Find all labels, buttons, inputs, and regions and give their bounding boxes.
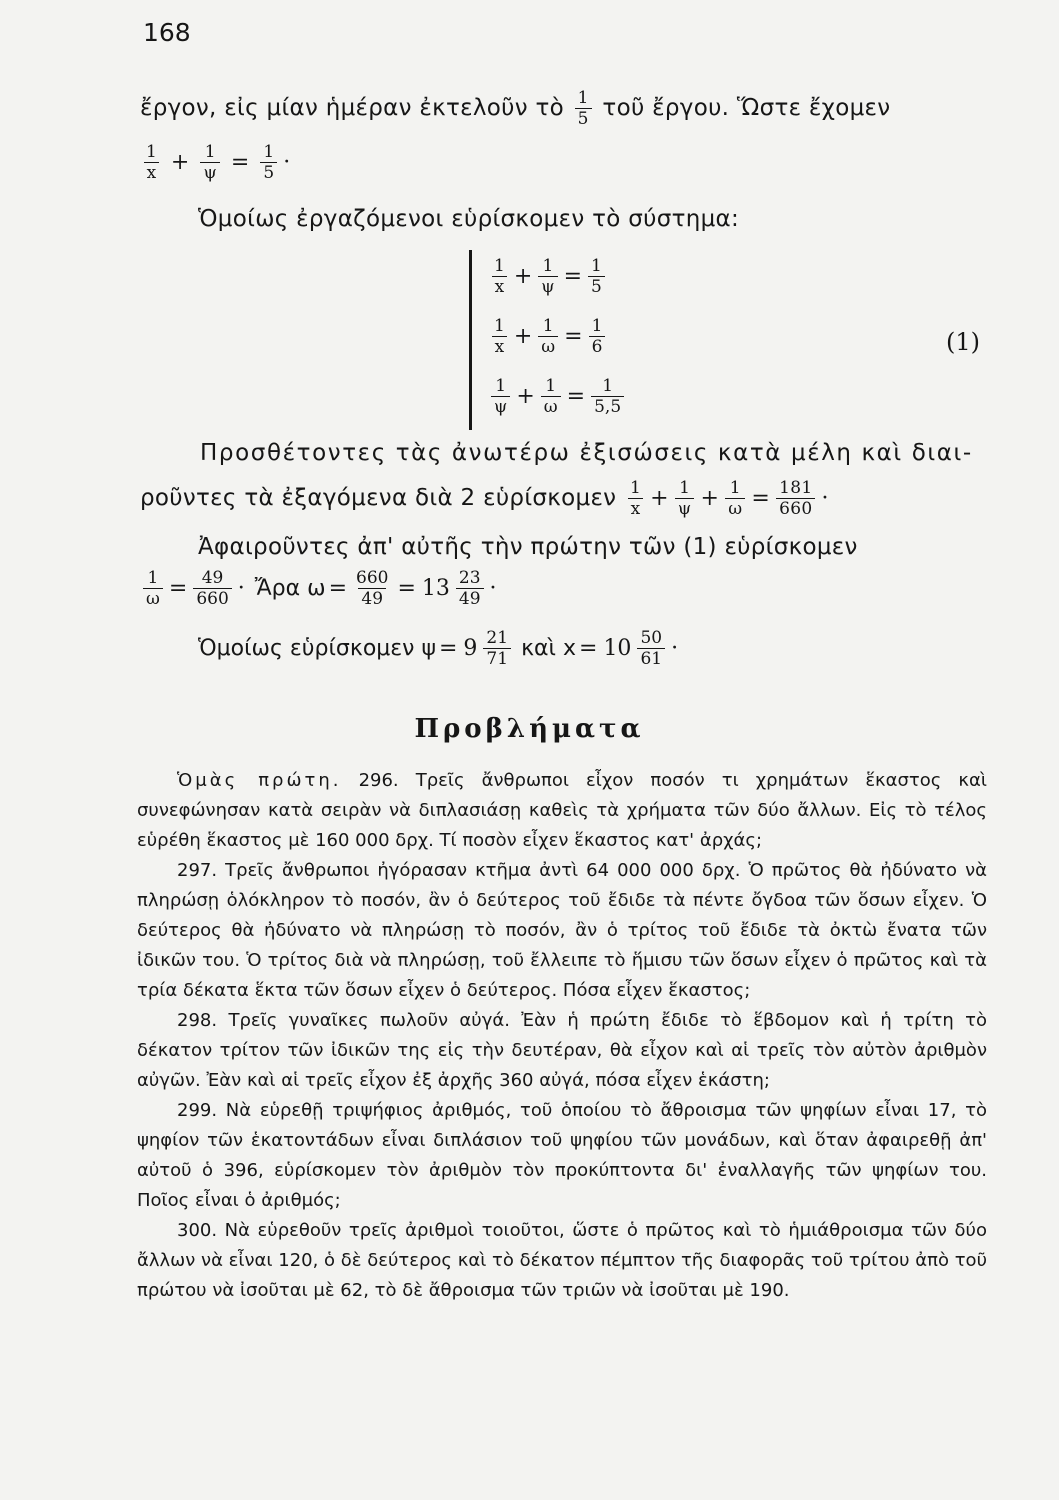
problem-300: 300. Νὰ εὑρεθοῦν τρεῖς ἀριθμοὶ τοιοῦτοι, ὥστε ὁ πρῶτος καὶ τὸ ἡμιάθροισμα τῶν δύο ἄλλων νὰ εἶναι 120, ὁ δὲ δεύτερος καὶ τὸ δέκατον πέμπτον τῆς διαφορᾶς τοῦ τρίτου ἀπὸ τοῦ πρώτου νὰ ἰσοῦται μὲ 62, τὸ δὲ ἄθροισμα τῶν τριῶν νὰ ἰσοῦται μὲ 190. xyxy=(137,1220,987,1301)
fraction: $\frac{1}{\psi}$ xyxy=(200,142,219,183)
text-line-add-1: Προσθέτοντες τὰς ἀνωτέρω ἐξισώσεις κατὰ μέλη καὶ διαι- xyxy=(200,440,973,466)
problems-list xyxy=(137,766,987,1306)
system-brace xyxy=(469,250,472,430)
section-heading: Προβλήματα xyxy=(414,714,645,744)
problem-298: 298. Τρεῖς γυναῖκες πωλοῦν αὐγά. Ἐὰν ἡ πρώτη ἔδιδε τὸ ἕβδομον καὶ ἡ τρίτη τὸ δέκατον τρίτον τῶν ἰδικῶν της εἰς τὴν δευτέραν, θὰ εἶχον καὶ αἱ τρεῖς τὸν αὐτὸν ἀριθμὸν αὐγῶν. Ἐὰν καὶ αἱ τρεῖς εἶχον ἐξ ἀρχῆς 360 αὐγά, πόσα εἶχεν ἑκάστη; xyxy=(137,1010,987,1091)
page-number: 168 xyxy=(143,18,191,47)
text-line-1 xyxy=(140,88,890,129)
problem-299: 299. Νὰ εὑρεθῇ τριψήφιος ἀριθμός, τοῦ ὁποίου τὸ ἄθροισμα τῶν ψηφίων εἶναι 17, τὸ ψηφίον τῶν ἑκατοντάδων εἶναι διπλάσιον τοῦ ψηφίου τῶν μονάδων, καὶ ὅταν ἀφαιρεθῇ ἀπ' αὐτοῦ ὁ 396, εὑρίσκομεν τὸν ἀριθμὸν τὸν προκύπτοντα δι' ἐναλλαγῆς τῶν ψηφίων του. Ποῖος εἶναι ὁ ἀριθμός; xyxy=(137,1100,987,1211)
system-intro: Ὁμοίως ἐργαζόμενοι εὑρίσκομεν τὸ σύστημα: xyxy=(198,206,740,232)
problem-296: Ὁμὰς πρώτη. 296. Τρεῖς ἄνθρωποι εἶχον ποσόν τι χρημάτων ἕκαστος καὶ συνεφώνησαν κατὰ σειρὰν νὰ διπλασιάσῃ καθεὶς τὰ χρήματα τῶν δύο ἄλλων. Εἰς τὸ τέλος εὑρέθη ἕκαστος μὲ 160 000 δρχ. Τί ποσὸν εἶχεν ἕκαστος κατ' ἀρχάς; xyxy=(137,770,987,851)
line1-text-end: τοῦ ἔργου. Ὥστε ἔχομεν xyxy=(602,95,891,121)
equals-sign: = xyxy=(230,150,250,175)
equation-1: $\frac{1}{x}$ + $\frac{1}{\psi}$ = $\frac{1}{5}$ · xyxy=(140,142,293,183)
system-row-3: $\frac{1}{\psi}$ + $\frac{1}{\omega}$ = $\frac{1}{5,5}$ xyxy=(488,376,627,417)
system-row-1: $\frac{1}{x}$ + $\frac{1}{\psi}$ = $\frac{1}{5}$ xyxy=(488,256,608,297)
psi-x-result: Ὁμοίως εὑρίσκομεν ψ = 9 $\frac{21}{71}$ καὶ x = 10 $\frac{50}{61}$ · xyxy=(198,628,679,669)
text-line-add-2: ροῦντες τὰ ἐξαγόμενα διὰ 2 εὑρίσκομεν $\frac{1}{x}$ + $\frac{1}{\psi}$ + $\frac{1}{\omega}$ = $\frac{181}{660}$ · xyxy=(140,478,829,519)
text-line-subtract: Ἀφαιροῦντες ἀπ' αὐτῆς τὴν πρώτην τῶν (1) εὑρίσκομεν xyxy=(198,534,858,560)
fraction: $\frac{1}{x}$ xyxy=(143,142,160,183)
problem-297: 297. Τρεῖς ἄνθρωποι ἠγόρασαν κτῆμα ἀντὶ 64 000 000 δρχ. Ὁ πρῶτος θὰ ἠδύνατο νὰ πληρώσῃ ὁλόκληρον τὸ ποσόν, ἂν ὁ δεύτερος τοῦ ἔδιδε τὰ πέντε ὄγδοα τῶν ὅσων εἶχεν. Ὁ δεύτερος θὰ ἠδύνατο νὰ πληρώσῃ τὸ ποσόν, ἂν ὁ τρίτος τοῦ ἔδιδε τὰ ὀκτὼ ἔνατα τῶν ἰδικῶν του. Ὁ τρίτος διὰ νὰ πληρώσῃ, τοῦ ἔλλειπε τὸ ἥμισυ τῶν ὅσων εἶχεν ὁ πρῶτος καὶ τὰ τρία δέκατα ἕκτα τῶν ὅσων εἶχεν ὁ δεύτερος. Πόσα εἶχεν ἕκαστος; xyxy=(137,860,987,1001)
system-row-2: $\frac{1}{x}$ + $\frac{1}{\omega}$ = $\frac{1}{6}$ xyxy=(488,316,608,357)
fraction: $\frac{1}{5}$ xyxy=(260,142,277,183)
plus-sign: + xyxy=(170,150,190,175)
system-label: (1) xyxy=(946,328,980,356)
line1-text: ἔργον, εἰς μίαν ἡμέραν ἐκτελοῦν τὸ xyxy=(140,95,565,121)
fraction-one-fifth: $\frac{1}{5}$ xyxy=(575,88,592,129)
omega-result: $\frac{1}{\omega}$ = $\frac{49}{660}$ · Ἄρα ω = $\frac{660}{49}$ = 13 $\frac{23}{49}$ · xyxy=(140,568,500,609)
